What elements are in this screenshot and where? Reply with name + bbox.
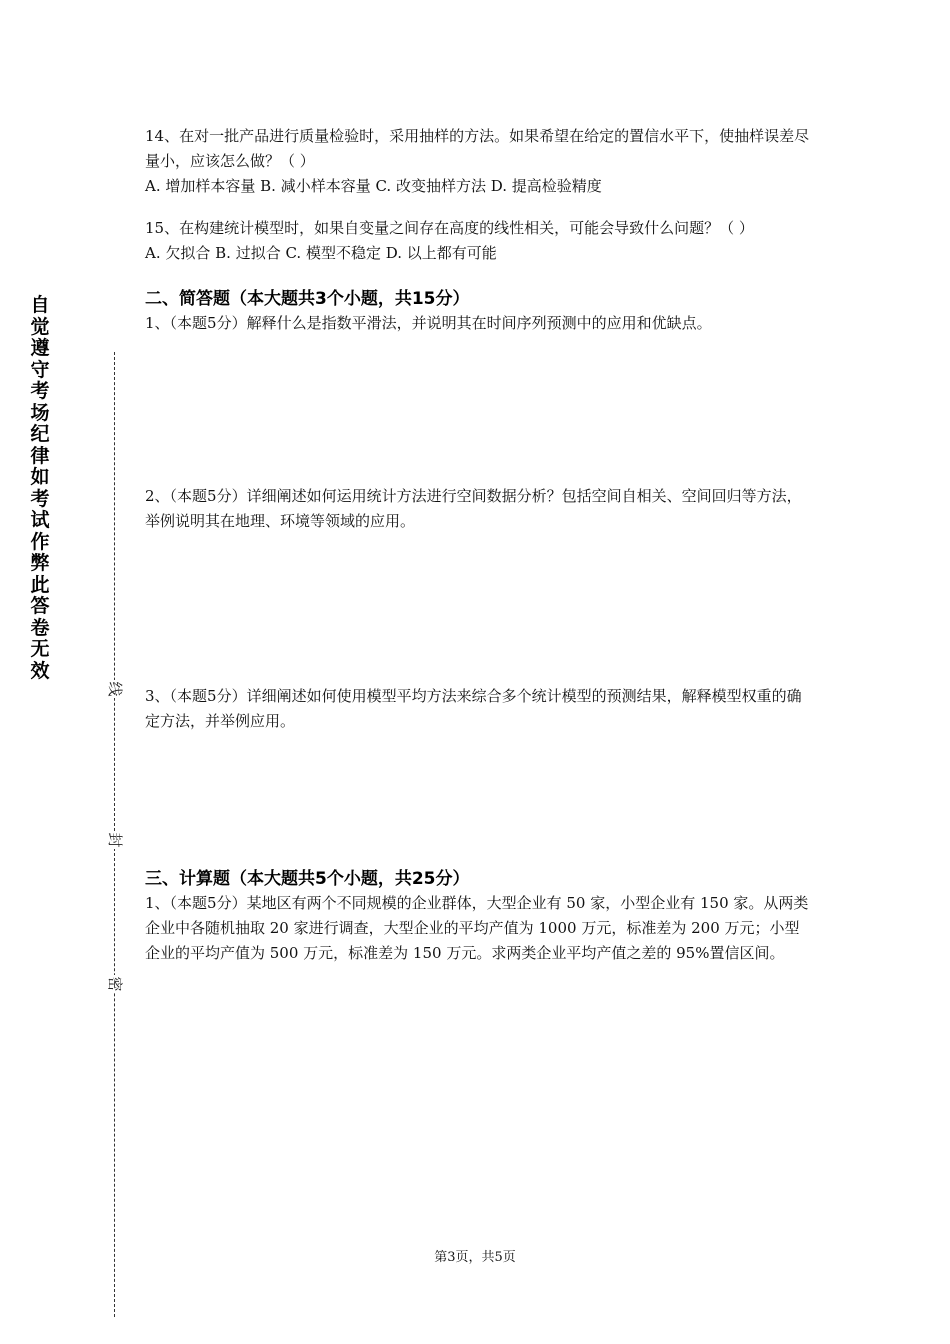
question-stem: 14、在对一批产品进行质量检验时，采用抽样的方法。如果希望在给定的置信水平下，使抽样误差尽量小，应该怎么做？（ ） [145,127,810,170]
question-options: A. 欠拟合 B. 过拟合 C. 模型不稳定 D. 以上都有可能 [145,244,497,262]
exam-content [145,124,810,966]
question-text: 2、（本题5分）详细阐述如何运用统计方法进行空间数据分析？包括空间自相关、空间回归等方法，举例说明其在地理、环境等领域的应用。 [145,487,802,530]
mcq-question-15 [145,216,810,266]
binding-label-seal: 封 [106,832,124,848]
exam-discipline-notice: 自觉遵守考场纪律如考试作弊此答卷无效 [30,294,50,682]
answer-space [145,534,810,684]
short-answer-question-2 [145,484,810,534]
section-title-short-answer: 二、简答题（本大题共3个小题，共15分） [145,289,470,309]
question-text: 1、（本题5分）某地区有两个不同规模的企业群体，大型企业有 50 家，小型企业有 150 家。从两类企业中各随机抽取 20 家进行调查，大型企业的平均产值为 1000 万元，标准差为 200 万元；小型企业的平均产值为 500 万元，标准差为 150 万元。求两类企业平均产值之差的 95%置信区间。 [145,894,809,962]
section-title-calculation: 三、计算题（本大题共5个小题，共25分） [145,869,470,889]
binding-label-line: 线 [106,681,124,697]
answer-space [145,734,810,867]
question-stem: 15、在构建统计模型时，如果自变量之间存在高度的线性相关，可能会导致什么问题？（ ） [145,219,754,237]
question-text: 3、（本题5分）详细阐述如何使用模型平均方法来综合多个统计模型的预测结果，解释模型权重的确定方法，并举例应用。 [145,687,802,730]
answer-space [145,336,810,484]
calculation-question-1 [145,891,810,966]
binding-label-secret: 密 [106,976,124,992]
question-text: 1、（本题5分）解释什么是指数平滑法，并说明其在时间序列预测中的应用和优缺点。 [145,314,712,332]
page-number: 第3页，共5页 [434,1250,516,1265]
short-answer-question-1 [145,311,810,336]
mcq-question-14 [145,124,810,199]
question-options: A. 增加样本容量 B. 减小样本容量 C. 改变抽样方法 D. 提高检验精度 [145,177,602,195]
short-answer-question-3 [145,684,810,734]
